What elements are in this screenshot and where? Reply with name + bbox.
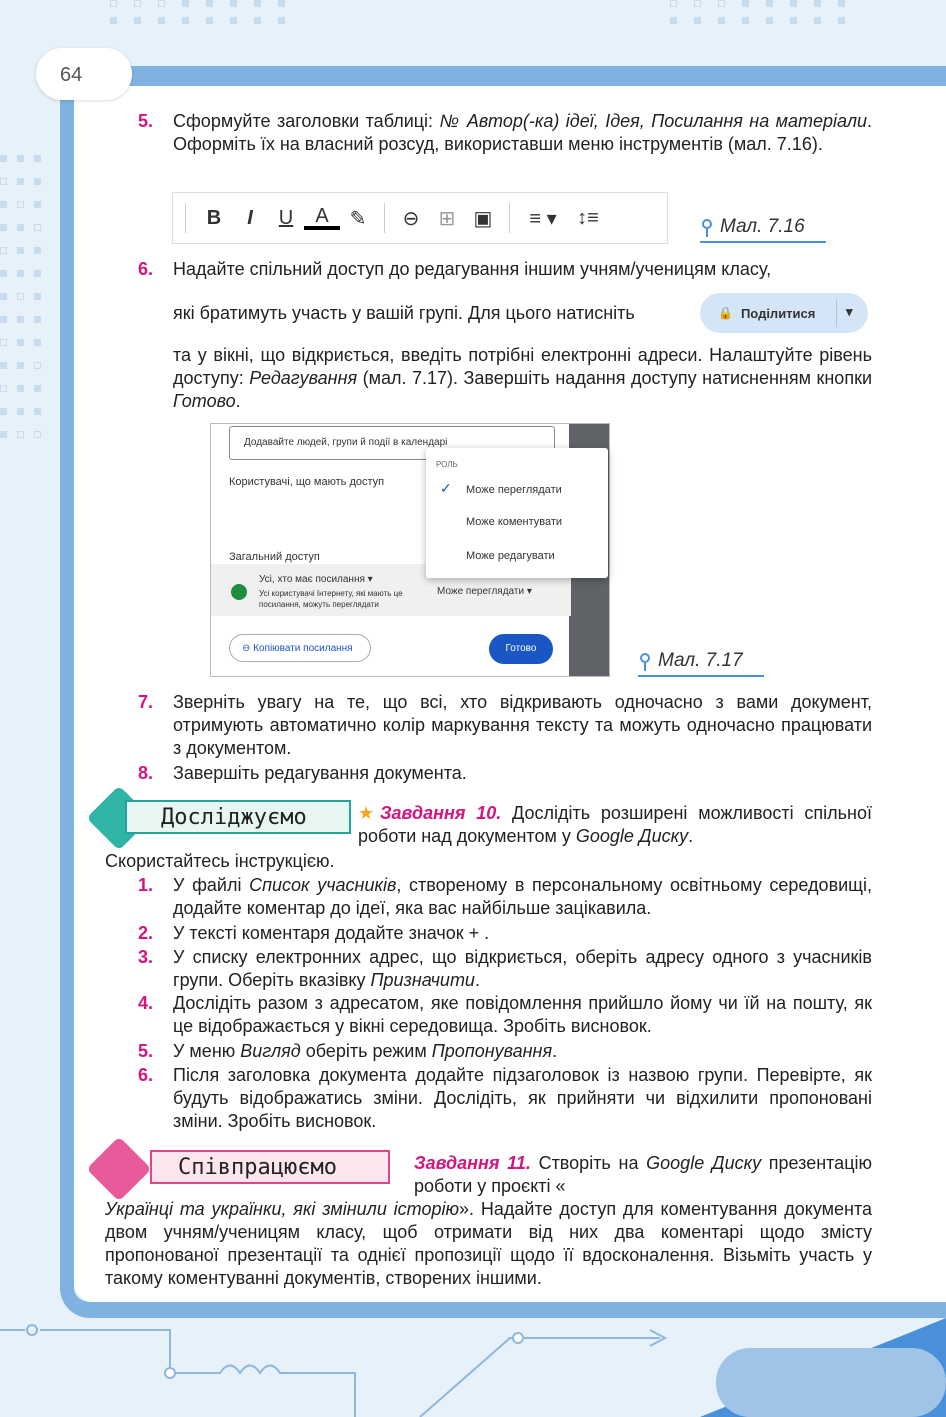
task-10-step-5 [138, 1040, 872, 1063]
step-text: та у вікні, що відкриється, введіть потрібні електронні адреси. Налаштуйте рівень доступу: [173, 345, 872, 388]
step-text-italic: Список учасників [249, 875, 397, 895]
menu-item-comment[interactable]: Може коментувати [466, 516, 563, 528]
underline-icon[interactable]: U [278, 206, 294, 229]
add-people-input[interactable]: Додавайте людей, групи й події в календарі [229, 426, 555, 460]
step-7 [138, 691, 872, 760]
task-10-step-2 [138, 922, 872, 945]
done-button[interactable]: Готово [489, 634, 553, 664]
caption-text: Мал. 7.17 [658, 650, 743, 671]
anyone-desc-2: посилання, можуть переглядати [259, 600, 379, 609]
share-dialog [210, 423, 610, 677]
task-text-italic: Google Диску [575, 826, 689, 846]
step-text-italic: Призначити [370, 970, 475, 990]
figure-caption-7-17 [638, 650, 764, 677]
check-icon: ✓ [440, 480, 452, 496]
task-10-step-4 [138, 992, 872, 1038]
decorative-dots-top-left [110, 0, 285, 24]
line-spacing-icon[interactable]: ↕≡ [577, 206, 599, 229]
step-number: 2. [138, 923, 154, 943]
menu-item-edit[interactable]: Може редагувати [466, 550, 555, 562]
anyone-desc-1: Усі користувачі Інтернету, які мають це [259, 589, 403, 598]
task-text: Створіть на [530, 1153, 647, 1173]
step-text: . [552, 1041, 558, 1061]
step-number: 6. [138, 1065, 154, 1085]
toolbar-divider [509, 203, 510, 233]
step-text: Надайте спільний доступ до редагування іншим учням/ученицям класу, [173, 259, 772, 279]
task-10-step-3 [138, 946, 872, 992]
task-text: ». Надайте доступ для коментування документа двом учням/ученицям класу, щоб отримати від них два коментарі щодо змісту пропонованої презентації та однієї пропозиції щодо її вдосконалення. Візьміть участь у такому коментуванні документів, створених іншими. [105, 1199, 872, 1288]
section-badge-research: Досліджуємо [125, 800, 351, 834]
share-button-label: Поділитися [740, 305, 816, 321]
task-text: презентацію роботи у проєкті « [414, 1153, 873, 1196]
decorative-dots-left [0, 155, 41, 438]
step-number: 7. [138, 692, 154, 712]
role-menu-header: РОЛЬ [436, 460, 458, 469]
step-text: Дослідіть разом з адресатом, яке повідомлення прийшло йому чи їй на пошту, як це відображається у вікні середовища. Зробіть висновок. [173, 993, 872, 1036]
role-menu [426, 448, 608, 578]
share-button-divider [836, 299, 837, 327]
step-text: . [474, 970, 480, 990]
step-text: , створеному в персональному освітньому середовищі, додайте коментар до ідеї, яка вас найбільше зацікавила. [173, 875, 872, 918]
step-text-italic: Пропонування [431, 1041, 553, 1061]
task-text-italic: Google Диску [646, 1153, 762, 1173]
toolbar-divider [384, 203, 385, 233]
task-10-instruction: Скористайтесь інструкцією. [105, 851, 335, 871]
step-text: Зверніть увагу на те, що всі, хто відкривають одночасно з вами документ, отримують автоматично колір маркування тексту та можуть одночасно працювати з документом. [173, 692, 872, 758]
step-text-italic: Вигляд [240, 1041, 301, 1061]
task-10-step-1 [138, 874, 872, 920]
step-6-continuation [173, 344, 872, 413]
lock-icon: 🔒 [718, 306, 733, 320]
task-11-continuation [105, 1198, 872, 1290]
page-number: 64 [36, 48, 132, 100]
step-text: У списку електронних адрес, що відкриється, оберіть адресу одного з учасників групи. Оберіть вказівку [173, 947, 872, 990]
italic-icon[interactable]: I [247, 206, 253, 229]
task-10 [358, 802, 872, 848]
step-text-italic: № Автор(-ка) ідеї, Ідея, Посилання на матеріали [439, 111, 867, 131]
step-number: 3. [138, 947, 154, 967]
task-title: Завдання 11. [414, 1153, 531, 1173]
task-text: Дослідіть розширені можливості спільної роботи над документом у [358, 803, 872, 846]
step-number: 4. [138, 993, 154, 1013]
bold-icon[interactable]: B [206, 206, 222, 229]
task-text: . [688, 826, 694, 846]
step-text: (мал. 7.17). Завершіть надання доступу натисненням кнопки [357, 368, 872, 388]
step-5 [138, 110, 872, 156]
step-number: 1. [138, 875, 154, 895]
step-6 [138, 258, 872, 281]
toolbar-divider [185, 203, 186, 233]
step-text: Після заголовка документа додайте підзаголовок із назвою групи. Перевірте, як будуть відображатись зміни. Дослідіть, як прийняти чи відхилити пропоновані зміни. Зробіть висновок. [173, 1065, 872, 1131]
formatting-toolbar [172, 192, 668, 244]
circuit-line [0, 1330, 355, 1417]
step-text: Сформуйте заголовки таблиці: [173, 111, 440, 131]
step-text: У тексті коментаря додайте значок + . [173, 923, 490, 943]
task-10-step-6 [138, 1064, 872, 1133]
figure-caption-7-16 [700, 216, 826, 243]
step-text: У файлі [173, 875, 250, 895]
step-number: 6. [138, 259, 154, 279]
step-text: оберіть режим [300, 1041, 432, 1061]
task-text-italic: Українці та українки, які змінили історію [105, 1199, 460, 1219]
step-text: . Оформіть їх на власний розсуд, використавши меню інструментів (мал. 7.16). [173, 111, 872, 154]
anyone-with-link-select[interactable]: Усі, хто має посилання ▾ [259, 574, 373, 585]
general-access-label: Загальний доступ [229, 551, 320, 563]
caption-text: Мал. 7.16 [720, 216, 805, 237]
globe-icon [231, 584, 247, 600]
step-number: 8. [138, 763, 154, 783]
share-button[interactable] [700, 293, 868, 333]
corner-pill [716, 1348, 946, 1417]
task-title: Завдання 10. [379, 803, 502, 823]
step-text: . [235, 391, 241, 411]
step-text-italic: Готово [173, 391, 236, 411]
copy-link-button[interactable]: ⊖ Копіювати посилання [229, 634, 371, 662]
step-number: 5. [138, 111, 154, 131]
pin-icon [702, 219, 712, 229]
text-color-icon[interactable]: A [304, 206, 340, 230]
menu-item-view[interactable]: Може переглядати [466, 484, 562, 496]
users-with-access-label: Користувачі, що мають доступ [229, 476, 385, 488]
access-level-select[interactable]: Може переглядати ▾ [437, 586, 532, 597]
image-icon[interactable]: ▣ [473, 207, 493, 230]
star-icon: ★ [358, 803, 380, 823]
step-6-line2: які братимуть участь у вашій групі. Для цього натисніть [173, 303, 635, 323]
step-text-italic: Редагування [249, 368, 358, 388]
link-icon[interactable]: ⊖ [402, 207, 420, 230]
step-8 [138, 762, 872, 785]
step-text: Завершіть редагування документа. [173, 763, 467, 783]
step-text: У меню [173, 1041, 241, 1061]
pin-icon [640, 653, 650, 663]
align-icon[interactable]: ≡ ▾ [529, 207, 557, 230]
arrow-line [420, 1330, 665, 1417]
highlight-icon[interactable]: ✎ [349, 207, 367, 230]
task-11 [414, 1152, 872, 1198]
comment-icon[interactable]: ⊞ [438, 207, 456, 230]
decorative-dots-top-right [670, 0, 845, 24]
section-badge-cooperate: Співпрацюємо [150, 1150, 390, 1184]
step-number: 5. [138, 1041, 154, 1061]
chevron-down-icon[interactable]: ▾ [846, 304, 853, 319]
bottom-decoration [0, 1318, 946, 1417]
